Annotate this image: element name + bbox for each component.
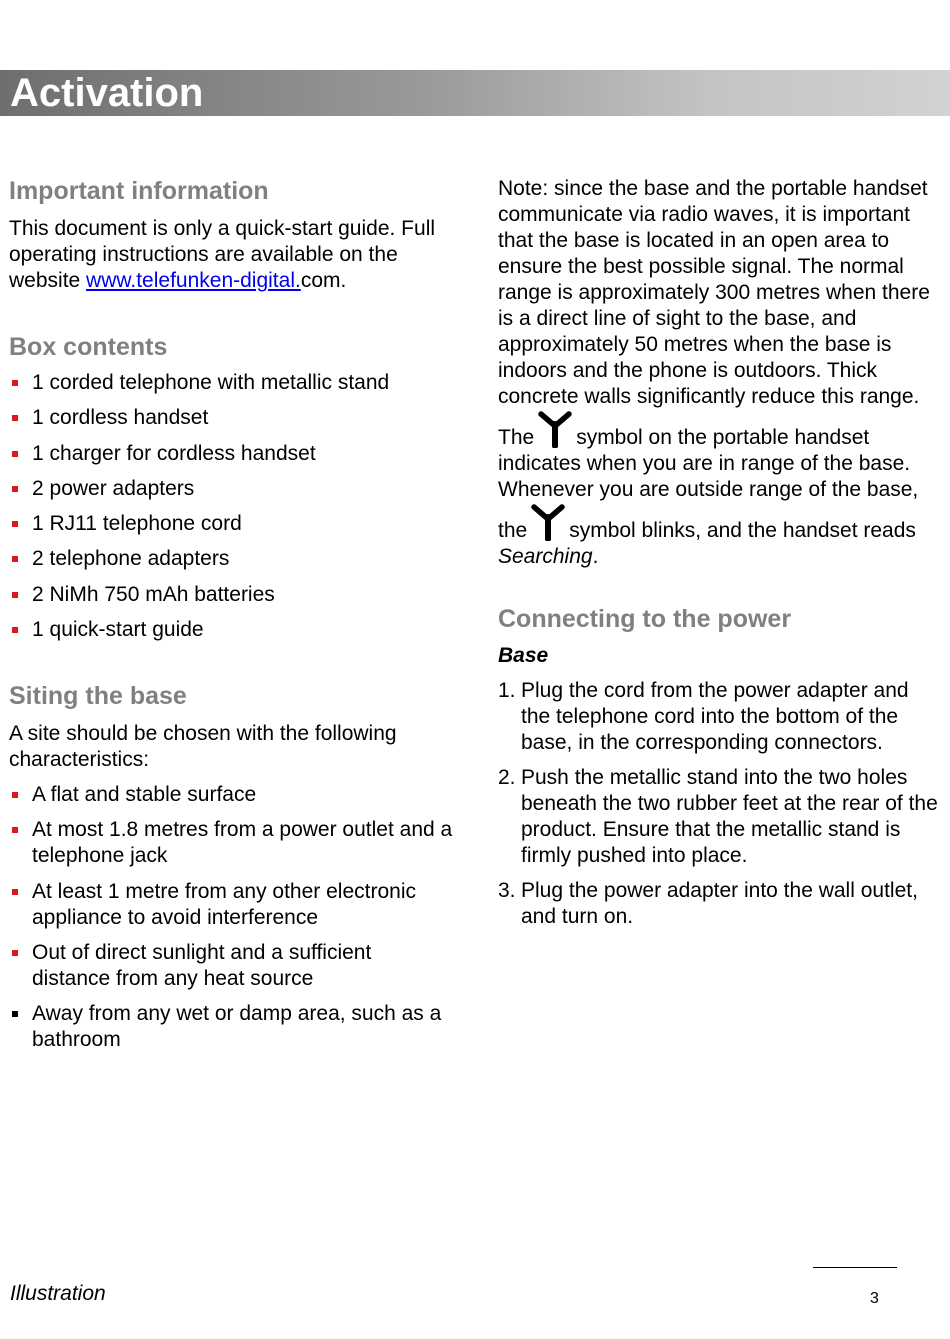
bullet-icon xyxy=(12,827,18,833)
bullet-icon xyxy=(12,486,18,492)
siting-heading: Siting the base xyxy=(9,682,187,711)
page-number: 3 xyxy=(870,1290,879,1307)
list-item-text: At least 1 metre from any other electronic appliance to avoid interference xyxy=(32,879,416,929)
footer-label: Illustration xyxy=(10,1282,106,1305)
list-item-text: A flat and stable surface xyxy=(32,783,257,807)
box-contents-list xyxy=(9,370,454,643)
list-item xyxy=(9,817,454,869)
note-end: . xyxy=(592,545,599,568)
list-item xyxy=(9,1001,454,1053)
bullet-icon xyxy=(12,889,18,895)
siting-list xyxy=(9,782,454,1053)
bullet-icon xyxy=(12,556,18,562)
list-item xyxy=(9,546,454,572)
list-item xyxy=(498,678,943,756)
list-item-text: 2 telephone adapters xyxy=(32,547,230,571)
list-item-text: 1 corded telephone with metallic stand xyxy=(32,371,390,394)
searching-word: Searching xyxy=(498,545,593,568)
step-number: 1. xyxy=(498,679,516,702)
important-heading: Important information xyxy=(9,177,269,205)
antenna-signal-icon xyxy=(538,410,572,448)
important-text-before: This document is only a quick-start guide. Full operating instructions are available on the website xyxy=(9,217,436,292)
list-item xyxy=(9,582,454,608)
list-item-text: 2 NiMh 750 mAh batteries xyxy=(32,582,275,606)
section-banner xyxy=(0,70,950,116)
website-link[interactable]: www.telefunken-digital. xyxy=(86,269,301,292)
list-item-text: 1 cordless handset xyxy=(32,406,209,430)
range-note xyxy=(498,176,943,570)
base-subheading: Base xyxy=(498,644,549,667)
list-item-text: 1 quick-start guide xyxy=(32,618,204,642)
important-text-after: com. xyxy=(300,269,347,292)
bullet-icon xyxy=(12,521,18,527)
bullet-icon xyxy=(12,950,18,956)
list-item xyxy=(9,441,454,467)
list-item xyxy=(9,405,454,431)
list-item-text: 2 power adapters xyxy=(32,476,195,500)
power-heading: Connecting to the power xyxy=(498,605,792,633)
list-item-text: Out of direct sunlight and a sufficient distance from any heat source xyxy=(32,940,372,990)
siting-intro: A site should be chosen with the following characteristics: xyxy=(9,722,397,772)
step-number: 2. xyxy=(498,766,516,789)
bullet-icon xyxy=(12,627,18,633)
bullet-icon xyxy=(12,415,18,421)
list-item xyxy=(9,370,454,396)
step-text: Plug the power adapter into the wall outlet, and turn on. xyxy=(521,879,918,928)
power-steps xyxy=(498,678,943,930)
section-title: Activation xyxy=(10,71,204,115)
box-heading: Box contents xyxy=(9,333,168,361)
note-text-3: symbol blinks, and the handset reads xyxy=(569,519,916,542)
list-item-text: 1 charger for cordless handset xyxy=(32,441,316,465)
list-item xyxy=(9,511,454,537)
step-text: Push the metallic stand into the two holes beneath the two rubber feet at the rear of the product. Ensure that the metallic stand is firmly pushed into place. xyxy=(521,766,938,867)
antenna-signal-icon xyxy=(531,503,565,541)
list-item xyxy=(9,476,454,502)
bullet-icon xyxy=(12,451,18,457)
list-item-text: Away from any wet or damp area, such as a bathroom xyxy=(32,1002,442,1052)
step-text: Plug the cord from the power adapter and the telephone cord into the bottom of the base, in the corresponding connectors. xyxy=(521,679,909,754)
footer-divider xyxy=(813,1267,897,1268)
list-item xyxy=(498,765,943,869)
list-item xyxy=(9,940,454,992)
bullet-icon xyxy=(12,592,18,598)
list-item xyxy=(498,878,943,930)
right-column xyxy=(498,176,943,930)
list-item-text: 1 RJ11 telephone cord xyxy=(32,512,242,536)
note-text-1: Note: since the base and the portable handset communicate via radio waves, it is important that the base is located in an open area to ensure the best possible signal. The normal range is approximately 300 metres when there is a direct line of sight to the base, and approximately 50 metres when the base is indoors and the phone is outdoors. Thick concrete walls significantly reduce this range. The xyxy=(498,177,930,449)
step-number: 3. xyxy=(498,879,516,902)
list-item xyxy=(9,782,454,808)
left-column xyxy=(9,176,454,1053)
note-text-2: symbol on the portable handset indicates when you are in range of the base. Whenever you are outside range of the base, the xyxy=(498,426,919,542)
important-text xyxy=(9,216,454,294)
list-item-text: At most 1.8 metres from a power outlet and a telephone jack xyxy=(32,818,453,868)
list-item xyxy=(9,879,454,931)
bullet-icon xyxy=(12,792,18,798)
bullet-icon xyxy=(12,1011,18,1017)
bullet-icon xyxy=(12,380,18,386)
list-item xyxy=(9,617,454,643)
